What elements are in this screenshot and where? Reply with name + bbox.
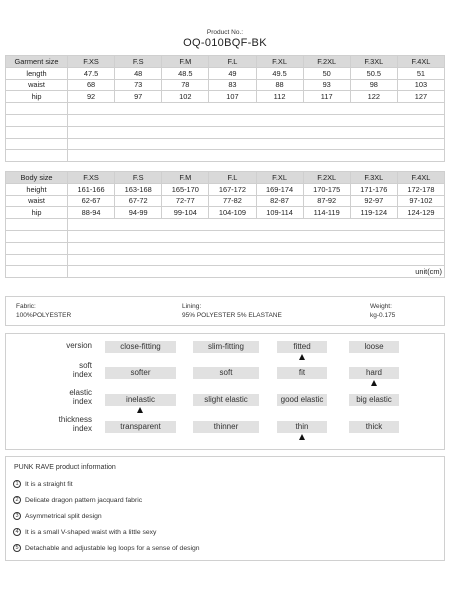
empty-row [6,254,445,266]
empty-label-cell [6,266,68,278]
empty-label-cell [6,103,68,115]
attr-option: slight elastic [193,394,259,406]
empty-label-cell [6,230,68,242]
attributes-section [5,333,445,450]
header [0,29,450,50]
table-cell: 167-172 [209,183,256,195]
table-header-label: Body size [6,172,68,184]
lining-value: 95% POLYESTER 5% ELASTANE [182,311,282,319]
empty-row [6,266,445,278]
number-badge: 1 [13,480,21,488]
empty-cell [68,150,445,162]
size-header-cell: F.4XL [397,172,444,184]
empty-label-cell [6,138,68,150]
empty-row [6,103,445,115]
attr-option: inelastic [105,394,176,406]
row-label: waist [6,79,68,91]
table-cell: 83 [209,79,256,91]
empty-label-cell [6,126,68,138]
size-header-cell: F.M [162,56,209,68]
attr-label-0: version [66,341,92,350]
table-cell: 48 [115,67,162,79]
attr-option: hard [349,367,399,379]
number-badge: 3 [13,512,21,520]
size-header-cell: F.XS [68,172,115,184]
table-cell: 114-119 [303,207,350,219]
attr-label-2: elastic index [69,388,92,406]
unit-label: unit(cm) [68,266,445,278]
empty-cell [68,242,445,254]
info-item-text: Asymmetrical split design [25,512,102,520]
table-cell: 109-114 [256,207,303,219]
table-cell: 124-129 [397,207,444,219]
table-cell: 87-92 [303,195,350,207]
attr-option: loose [349,341,399,353]
table-cell: 169-174 [256,183,303,195]
table-row [6,91,445,103]
table-cell: 49 [209,67,256,79]
attr-label-3: thickness index [58,415,92,433]
attr-option: thinner [193,421,259,433]
info-item [13,512,102,520]
weight-value: kg-0.175 [370,311,396,319]
row-label: length [6,67,68,79]
table-cell: 73 [115,79,162,91]
table-cell: 67-72 [115,195,162,207]
fabric-value: 100%POLYESTER [16,311,72,319]
table-cell: 92-97 [350,195,397,207]
empty-label-cell [6,242,68,254]
table-header-label: Garment size [6,56,68,68]
info-item-text: It is a small V-shaped waist with a little sexy [25,528,157,536]
table-cell: 72-77 [162,195,209,207]
table-cell: 78 [162,79,209,91]
fabric-label: Fabric: [16,303,36,310]
size-header-cell: F.XL [256,56,303,68]
table-cell: 97 [115,91,162,103]
lining-label: Lining: [182,303,202,310]
empty-label-cell [6,150,68,162]
table-cell: 88 [256,79,303,91]
table-cell: 97-102 [397,195,444,207]
attr-option: fit [277,367,327,379]
attr-option: thin [277,421,327,433]
empty-row [6,242,445,254]
attr-option: softer [105,367,176,379]
table-cell: 119-124 [350,207,397,219]
product-no-label: Product No.: [206,29,244,36]
table-cell: 50.5 [350,67,397,79]
table-cell: 165-170 [162,183,209,195]
info-item [13,496,142,504]
table-cell: 92 [68,91,115,103]
empty-cell [68,219,445,231]
row-label: waist [6,195,68,207]
selected-indicator-icon [371,380,377,386]
attr-option: thick [349,421,399,433]
selected-indicator-icon [299,434,305,440]
size-header-cell: F.M [162,172,209,184]
info-item-text: Delicate dragon pattern jacquard fabric [25,496,143,504]
table-row [6,79,445,91]
table-cell: 82-87 [256,195,303,207]
table-row [6,195,445,207]
row-label: height [6,183,68,195]
table-cell: 47.5 [68,67,115,79]
empty-cell [68,254,445,266]
lining-info [182,303,282,320]
empty-cell [68,138,445,150]
size-header-cell: F.XL [256,172,303,184]
size-header-cell: F.S [115,56,162,68]
empty-row [6,219,445,231]
garment-size-table [5,55,445,162]
number-badge: 4 [13,528,21,536]
table-cell: 112 [256,91,303,103]
selected-indicator-icon [137,407,143,413]
table-cell: 94-99 [115,207,162,219]
table-cell: 98 [350,79,397,91]
empty-cell [68,126,445,138]
table-header-row [6,172,445,184]
info-item [13,528,156,536]
info-item [13,544,200,552]
empty-label-cell [6,254,68,266]
table-cell: 161-166 [68,183,115,195]
size-header-cell: F.3XL [350,56,397,68]
empty-row [6,114,445,126]
empty-row [6,150,445,162]
size-header-cell: F.2XL [303,172,350,184]
table-cell: 68 [68,79,115,91]
table-row [6,183,445,195]
table-cell: 171-176 [350,183,397,195]
table-cell: 170-175 [303,183,350,195]
size-header-cell: F.4XL [397,56,444,68]
size-header-cell: F.2XL [303,56,350,68]
empty-row [6,230,445,242]
number-badge: 2 [13,496,21,504]
size-header-cell: F.XS [68,56,115,68]
product-info-section [5,456,445,561]
empty-cell [68,230,445,242]
table-cell: 51 [397,67,444,79]
size-header-cell: F.L [209,172,256,184]
info-item-text: Detachable and adjustable leg loops for a sense of design [25,544,200,552]
fabric-info [16,303,71,320]
attr-option: soft [193,367,259,379]
size-header-cell: F.S [115,172,162,184]
table-cell: 77-82 [209,195,256,207]
info-item-text: It is a straight fit [25,480,73,488]
attr-option: big elastic [349,394,399,406]
weight-label: Weight: [370,303,392,310]
table-cell: 103 [397,79,444,91]
empty-cell [68,114,445,126]
table-cell: 107 [209,91,256,103]
number-badge: 5 [13,544,21,552]
size-header-cell: F.3XL [350,172,397,184]
table-cell: 49.5 [256,67,303,79]
body-size-table [5,171,445,278]
table-cell: 163-168 [115,183,162,195]
empty-row [6,126,445,138]
table-cell: 127 [397,91,444,103]
table-cell: 122 [350,91,397,103]
table-cell: 62-67 [68,195,115,207]
info-title: PUNK RAVE product information [14,464,116,471]
row-label: hip [6,207,68,219]
empty-label-cell [6,114,68,126]
empty-row [6,138,445,150]
table-header-row [6,56,445,68]
attr-option: close-fitting [105,341,176,353]
attr-option: good elastic [277,394,327,406]
empty-label-cell [6,219,68,231]
table-cell: 99-104 [162,207,209,219]
attr-label-1: soft index [72,361,92,379]
row-label: hip [6,91,68,103]
table-cell: 102 [162,91,209,103]
attr-option: slim-fitting [193,341,259,353]
attr-option: fitted [277,341,327,353]
empty-cell [68,103,445,115]
selected-indicator-icon [299,354,305,360]
table-cell: 117 [303,91,350,103]
info-item [13,480,73,488]
table-cell: 104-109 [209,207,256,219]
table-cell: 93 [303,79,350,91]
weight-info [370,303,395,320]
material-section [5,296,445,326]
table-cell: 48.5 [162,67,209,79]
size-header-cell: F.L [209,56,256,68]
table-row [6,207,445,219]
table-cell: 172-178 [397,183,444,195]
table-cell: 88-94 [68,207,115,219]
attr-option: transparent [105,421,176,433]
table-row [6,67,445,79]
table-cell: 50 [303,67,350,79]
product-code: OQ-010BQF-BK [183,37,267,49]
